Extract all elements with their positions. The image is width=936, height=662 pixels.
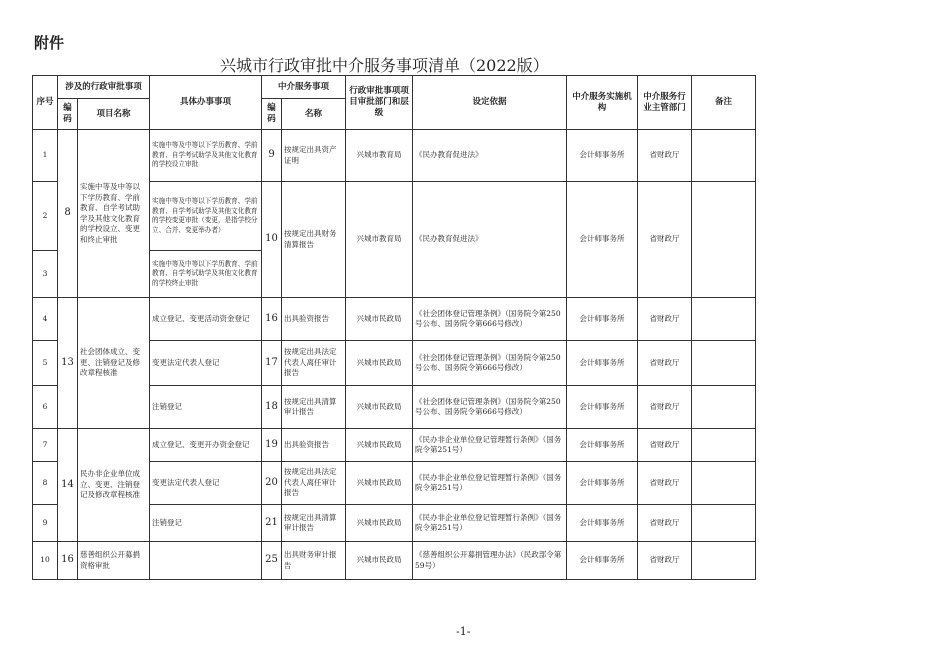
legal-basis: 《民办非企业单位登记管理暂行条例》（国务院令第251号） (413, 505, 567, 542)
row-seq: 1 (33, 130, 58, 182)
approval-dept: 兴城市教育局 (346, 182, 413, 298)
authority: 省财政厅 (638, 505, 692, 542)
service-agency: 会计师事务所 (567, 130, 638, 182)
header-dept: 行政审批事项项目审批部门和层级 (346, 76, 413, 130)
row-seq: 9 (33, 505, 58, 542)
service-agency: 会计师事务所 (567, 298, 638, 341)
header-service: 中介服务事项 (262, 76, 346, 99)
approval-dept: 兴城市民政局 (346, 542, 413, 580)
specific-item: 实施中等及中等以下学历教育、学前教育、自学考试助学及其他文化教育的学校终止审批 (150, 251, 262, 298)
service-agency: 会计师事务所 (567, 505, 638, 542)
legal-basis: 《民办教育促进法》 (413, 130, 567, 182)
service-agency: 会计师事务所 (567, 182, 638, 298)
specific-item: 变更法定代表人登记 (150, 341, 262, 386)
service-code: 10 (262, 182, 282, 298)
remark (692, 542, 756, 580)
row-seq: 4 (33, 298, 58, 341)
approval-dept: 兴城市民政局 (346, 429, 413, 462)
table-row (33, 542, 756, 580)
approval-name: 慈善组织公开募捐资格审批 (78, 542, 150, 580)
authority: 省财政厅 (638, 462, 692, 505)
service-agency: 会计师事务所 (567, 462, 638, 505)
approval-name: 社会团体成立、变更、注销登记及修改章程核准 (78, 298, 150, 429)
header-specific: 具体办事事项 (150, 76, 262, 130)
row-seq: 2 (33, 182, 58, 251)
document-title: 兴城市行政审批中介服务事项清单（2022版） (220, 56, 549, 75)
remark (692, 298, 756, 341)
header-service-name: 名称 (282, 99, 346, 130)
attachment-label: 附件 (34, 34, 65, 52)
header-authority: 中介服务行业主管部门 (638, 76, 692, 130)
service-code: 18 (262, 386, 282, 429)
remark (692, 386, 756, 429)
approval-code: 14 (58, 429, 78, 542)
approval-name: 实施中等及中等以下学历教育、学前教育、自学考试助学及其他文化教育的学校设立、变更和终止审批 (78, 130, 150, 298)
service-code: 21 (262, 505, 282, 542)
specific-item: 实施中等及中等以下学历教育、学前教育、自学考试助学及其他文化教育的学校变更审批（变更，是指学校分立、合并、变更举办者） (150, 182, 262, 251)
approval-dept: 兴城市民政局 (346, 341, 413, 386)
table-row (33, 298, 756, 341)
service-list-table (32, 75, 756, 580)
remark (692, 505, 756, 542)
legal-basis: 《慈善组织公开募捐管理办法》（民政部令第59号） (413, 542, 567, 580)
service-name: 按规定出具法定代表人离任审计报告 (282, 462, 346, 505)
authority: 省财政厅 (638, 182, 692, 298)
header-service-code: 编码 (262, 99, 282, 130)
service-agency: 会计师事务所 (567, 341, 638, 386)
remark (692, 462, 756, 505)
remark (692, 182, 756, 298)
service-name: 出具验资报告 (282, 298, 346, 341)
table-row (33, 429, 756, 462)
service-name: 按规定出具法定代表人离任审计报告 (282, 341, 346, 386)
legal-basis: 《民办非企业单位登记管理暂行条例》（国务院令第251号） (413, 429, 567, 462)
row-seq: 3 (33, 251, 58, 298)
service-code: 19 (262, 429, 282, 462)
specific-item: 成立登记、变更活动资金登记 (150, 298, 262, 341)
service-agency: 会计师事务所 (567, 429, 638, 462)
table-row (33, 130, 756, 182)
service-agency: 会计师事务所 (567, 542, 638, 580)
legal-basis: 《民办教育促进法》 (413, 182, 567, 298)
service-code: 17 (262, 341, 282, 386)
header-approval-name: 项目名称 (78, 99, 150, 130)
specific-item: 注销登记 (150, 505, 262, 542)
row-seq: 5 (33, 341, 58, 386)
authority: 省财政厅 (638, 429, 692, 462)
specific-item: 注销登记 (150, 386, 262, 429)
header-remark: 备注 (692, 76, 756, 130)
authority: 省财政厅 (638, 298, 692, 341)
approval-dept: 兴城市民政局 (346, 386, 413, 429)
service-code: 16 (262, 298, 282, 341)
service-name: 按规定出具清算审计报告 (282, 386, 346, 429)
remark (692, 429, 756, 462)
header-basis: 设定依据 (413, 76, 567, 130)
service-name: 出具财务审计报告 (282, 542, 346, 580)
remark (692, 130, 756, 182)
service-name: 按规定出具财务清算报告 (282, 182, 346, 298)
approval-dept: 兴城市民政局 (346, 462, 413, 505)
specific-item: 成立登记、变更开办资金登记 (150, 429, 262, 462)
service-code: 9 (262, 130, 282, 182)
specific-item: 实施中等及中等以下学历教育、学前教育、自学考试助学及其他文化教育的学校设立审批 (150, 130, 262, 182)
remark (692, 341, 756, 386)
service-name: 按规定出具清算审计报告 (282, 505, 346, 542)
approval-code: 13 (58, 298, 78, 429)
header-agency: 中介服务实施机构 (567, 76, 638, 130)
legal-basis: 《社会团体登记管理条例》（国务院令第250号公布、国务院令第666号修改） (413, 298, 567, 341)
service-code: 25 (262, 542, 282, 580)
row-seq: 8 (33, 462, 58, 505)
specific-item: 变更法定代表人登记 (150, 462, 262, 505)
row-seq: 6 (33, 386, 58, 429)
authority: 省财政厅 (638, 130, 692, 182)
legal-basis: 《民办非企业单位登记管理暂行条例》（国务院令第251号） (413, 462, 567, 505)
approval-code: 8 (58, 130, 78, 298)
service-code: 20 (262, 462, 282, 505)
service-name: 出具验资报告 (282, 429, 346, 462)
approval-dept: 兴城市民政局 (346, 505, 413, 542)
row-seq: 10 (33, 542, 58, 580)
service-agency: 会计师事务所 (567, 386, 638, 429)
header-seq: 序号 (33, 76, 58, 130)
service-name: 按规定出具资产证明 (282, 130, 346, 182)
approval-code: 16 (58, 542, 78, 580)
authority: 省财政厅 (638, 341, 692, 386)
authority: 省财政厅 (638, 542, 692, 580)
approval-name: 民办非企业单位成立、变更、注销登记及修改章程核准 (78, 429, 150, 542)
approval-dept: 兴城市民政局 (346, 298, 413, 341)
page-number: -1- (456, 625, 471, 638)
legal-basis: 《社会团体登记管理条例》（国务院令第250号公布、国务院令第666号修改） (413, 386, 567, 429)
specific-item (150, 542, 262, 580)
header-approval-code: 编码 (58, 99, 78, 130)
approval-dept: 兴城市教育局 (346, 130, 413, 182)
legal-basis: 《社会团体登记管理条例》（国务院令第250号公布、国务院令第666号修改） (413, 341, 567, 386)
authority: 省财政厅 (638, 386, 692, 429)
header-approval: 涉及的行政审批事项 (58, 76, 150, 99)
row-seq: 7 (33, 429, 58, 462)
